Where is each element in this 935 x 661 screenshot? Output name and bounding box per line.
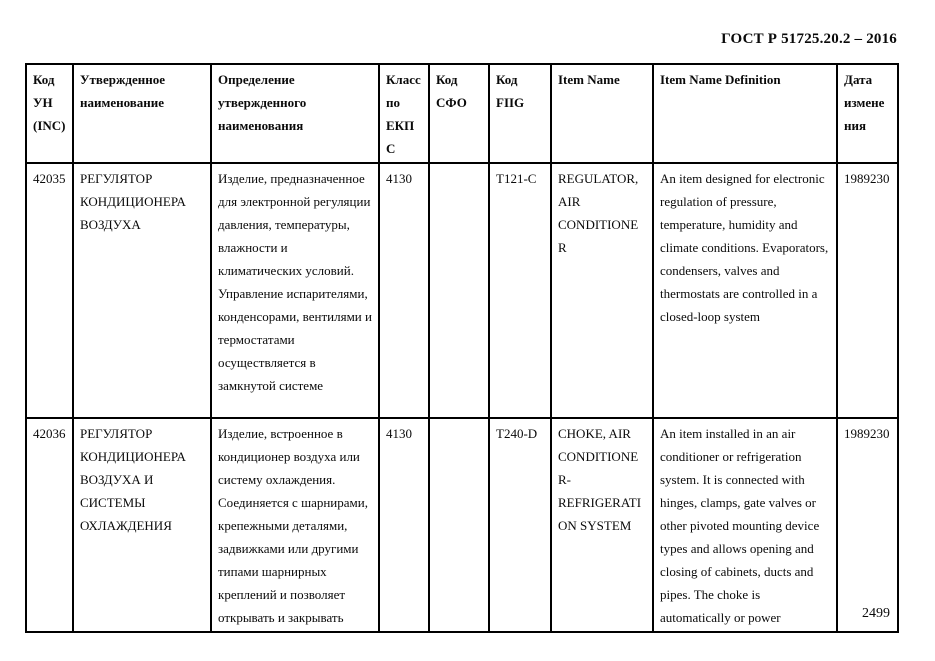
cell-item-name-definition: An item designed for electronic regulation of pressure, temperature, humidity and climate conditions. Evaporators, condensers, valves and thermostats are controlled in a closed-loop system <box>653 163 837 418</box>
column-header-fiig-code: Код FIIG <box>489 64 551 163</box>
cell-item-name: CHOKE, AIR CONDITIONER-REFRIGERATION SYSTEM <box>551 418 653 632</box>
table-row <box>26 418 898 632</box>
column-header-sfo-code: Код СФО <box>429 64 489 163</box>
column-header-change-date: Дата изменения <box>837 64 898 163</box>
table-row <box>26 163 898 418</box>
column-header-ekps-class: Класс по ЕКПС <box>379 64 429 163</box>
column-header-approved-name: Утвержденное наименование <box>73 64 211 163</box>
cell-inc-code: 42036 <box>26 418 73 632</box>
cell-inc-code: 42035 <box>26 163 73 418</box>
cell-sfo-code <box>429 163 489 418</box>
item-classification-table <box>25 63 899 633</box>
cell-approved-name-definition: Изделие, встроенное в кондиционер воздуха или систему охлаждения. Соединяется с шарнирами, крепежными деталями, задвижками или другими типами шарнирных креплений и позволяет открывать и закрывать <box>211 418 379 632</box>
cell-approved-name: РЕГУЛЯТОР КОНДИЦИОНЕРА ВОЗДУХА И СИСТЕМЫ ОХЛАЖДЕНИЯ <box>73 418 211 632</box>
cell-sfo-code <box>429 418 489 632</box>
cell-change-date: 1989230 <box>837 163 898 418</box>
document-standard-number: ГОСТ Р 51725.20.2 – 2016 <box>721 31 897 47</box>
column-header-item-name: Item Name <box>551 64 653 163</box>
cell-ekps-class: 4130 <box>379 163 429 418</box>
column-header-item-name-definition: Item Name Definition <box>653 64 837 163</box>
column-header-approved-name-definition: Определение утвержденного наименования <box>211 64 379 163</box>
cell-approved-name: РЕГУЛЯТОР КОНДИЦИОНЕРА ВОЗДУХА <box>73 163 211 418</box>
cell-ekps-class: 4130 <box>379 418 429 632</box>
cell-change-date: 1989230 <box>837 418 898 632</box>
page-number: 2499 <box>862 606 890 621</box>
cell-item-name-definition: An item installed in an air conditioner or refrigeration system. It is connected with hinges, clamps, gate valves or other pivoted mounting device types and allows opening and closing of cabinets, ducts and pipes. The choke is automatically or power <box>653 418 837 632</box>
cell-item-name: REGULATOR, AIR CONDITIONER <box>551 163 653 418</box>
cell-fiig-code: T240-D <box>489 418 551 632</box>
cell-fiig-code: T121-C <box>489 163 551 418</box>
cell-approved-name-definition: Изделие, предназначенное для электронной регуляции давления, температуры, влажности и климатических условий. Управление испарителями, конденсорами, вентилями и термостатами осуществляется в замкнутой системе <box>211 163 379 418</box>
table-header-row <box>26 64 898 163</box>
column-header-inc-code: Код УН (INC) <box>26 64 73 163</box>
